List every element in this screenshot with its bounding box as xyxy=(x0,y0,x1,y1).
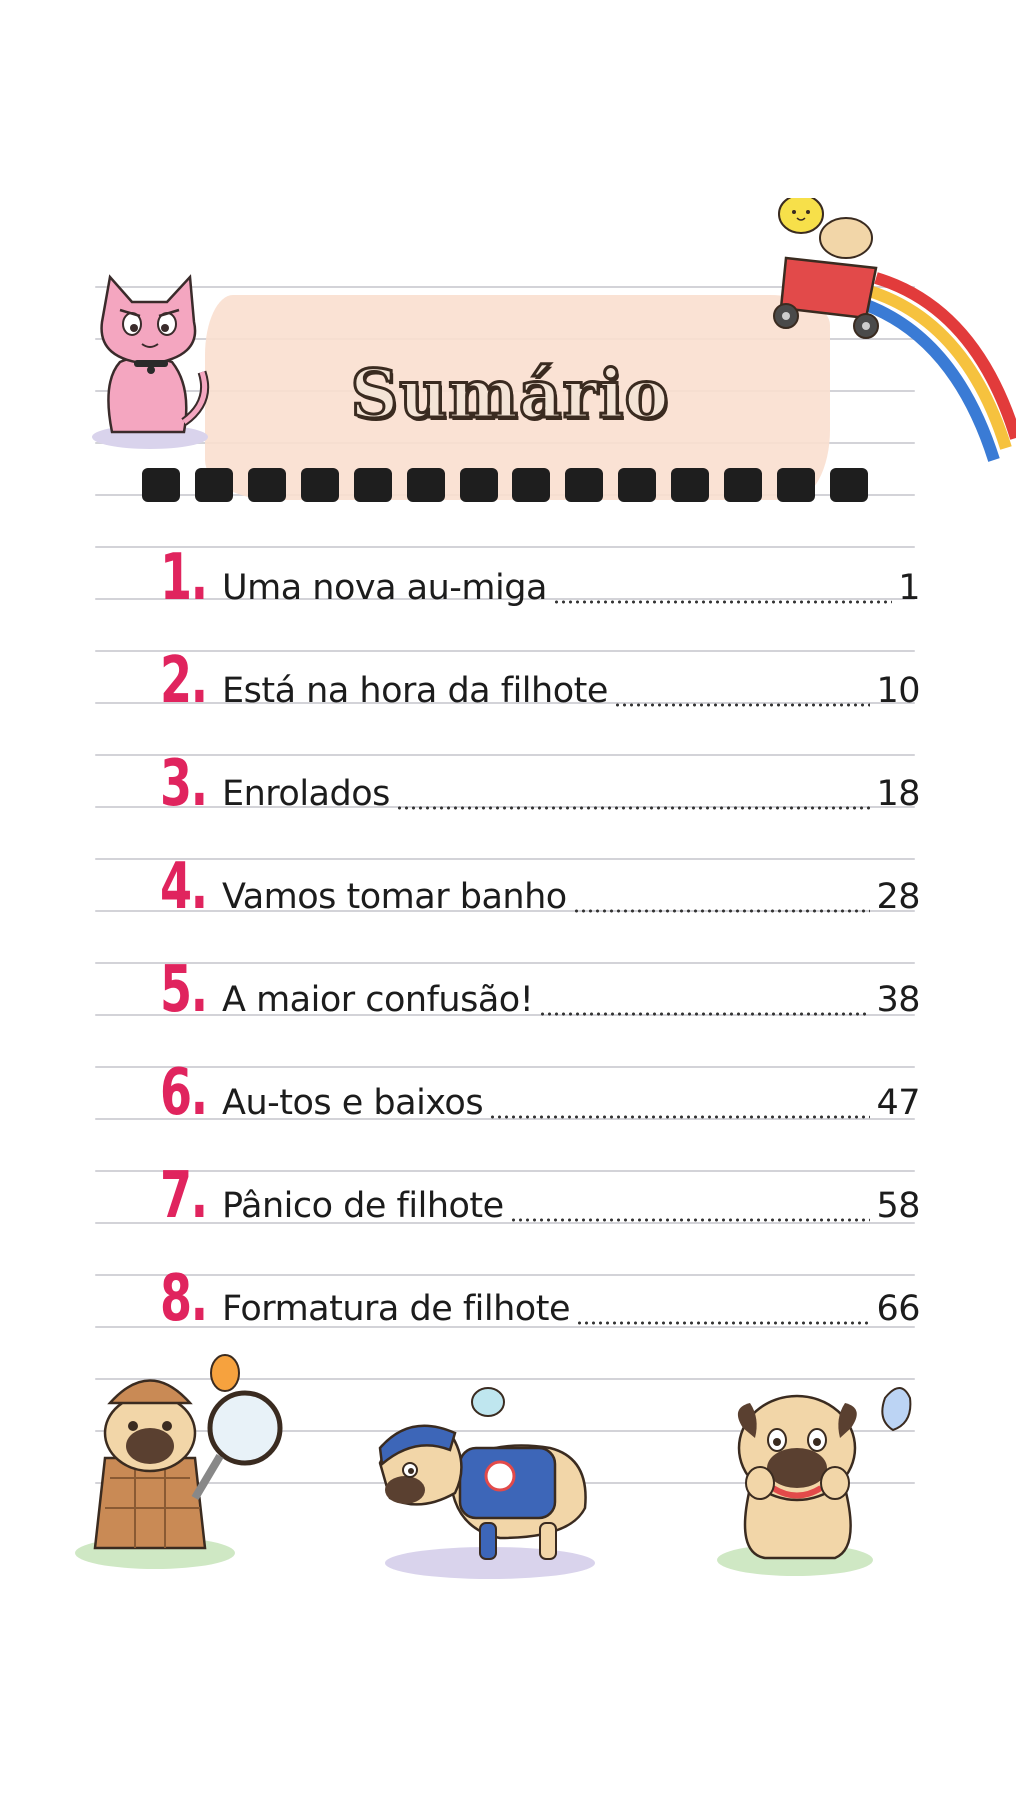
nervous-pug-illustration xyxy=(705,1368,935,1578)
chapter-number: 8. xyxy=(160,1262,207,1336)
chapter-page-number: 10 xyxy=(876,671,920,711)
underline-dash xyxy=(512,468,550,502)
dot-leader xyxy=(510,1218,871,1222)
chapter-title: Uma nova au-miga xyxy=(222,568,547,608)
dot-leader xyxy=(576,1321,870,1325)
underline-dash xyxy=(618,468,656,502)
chapter-page-number: 66 xyxy=(876,1289,920,1329)
chapter-page-number: 38 xyxy=(876,980,920,1020)
dot-leader xyxy=(573,909,871,913)
title-dashed-underline xyxy=(142,468,868,504)
underline-dash xyxy=(301,468,339,502)
chapter-title: Pânico de filhote xyxy=(222,1186,504,1226)
chapter-number: 4. xyxy=(160,850,207,924)
toc-entry[interactable] xyxy=(160,942,920,1027)
dot-leader xyxy=(614,703,871,707)
toc-entry[interactable] xyxy=(160,736,920,821)
chapter-number: 6. xyxy=(160,1056,207,1130)
underline-dash xyxy=(195,468,233,502)
page-title: Sumário xyxy=(350,355,670,433)
dot-leader xyxy=(553,600,892,604)
chapter-title: Está na hora da filhote xyxy=(222,671,608,711)
underline-dash xyxy=(354,468,392,502)
chapter-title: Enrolados xyxy=(222,774,390,814)
chapter-page-number: 58 xyxy=(876,1186,920,1226)
dot-leader xyxy=(539,1012,870,1016)
underline-dash xyxy=(248,468,286,502)
toc-entry[interactable] xyxy=(160,530,920,615)
underline-dash xyxy=(724,468,762,502)
chapter-page-number: 1 xyxy=(898,568,920,608)
chapter-title: Formatura de filhote xyxy=(222,1289,570,1329)
chapter-title: Vamos tomar banho xyxy=(222,877,567,917)
chapter-number: 7. xyxy=(160,1159,207,1233)
toc-entry[interactable] xyxy=(160,1251,920,1336)
chapter-number: 3. xyxy=(160,747,207,821)
chapter-page-number: 18 xyxy=(876,774,920,814)
sniffing-pug-illustration xyxy=(350,1378,615,1583)
underline-dash xyxy=(671,468,709,502)
underline-dash xyxy=(460,468,498,502)
pug-in-wagon-with-rainbow-illustration xyxy=(766,198,1016,518)
chapter-page-number: 47 xyxy=(876,1083,920,1123)
dot-leader xyxy=(396,806,871,810)
toc-entry[interactable] xyxy=(160,1045,920,1130)
chapter-title: A maior confusão! xyxy=(222,980,534,1020)
underline-dash xyxy=(142,468,180,502)
underline-dash xyxy=(565,468,603,502)
toc-entry[interactable] xyxy=(160,633,920,718)
detective-pug-illustration xyxy=(65,1348,295,1573)
chapter-page-number: 28 xyxy=(876,877,920,917)
chapter-title: Au-tos e baixos xyxy=(222,1083,484,1123)
pink-cat-illustration xyxy=(72,262,222,452)
chapter-number: 2. xyxy=(160,644,207,718)
chapter-number: 5. xyxy=(160,953,207,1027)
toc-entry[interactable] xyxy=(160,839,920,924)
dot-leader xyxy=(489,1115,870,1119)
chapter-number: 1. xyxy=(160,541,207,615)
underline-dash xyxy=(407,468,445,502)
toc-entry[interactable] xyxy=(160,1148,920,1233)
